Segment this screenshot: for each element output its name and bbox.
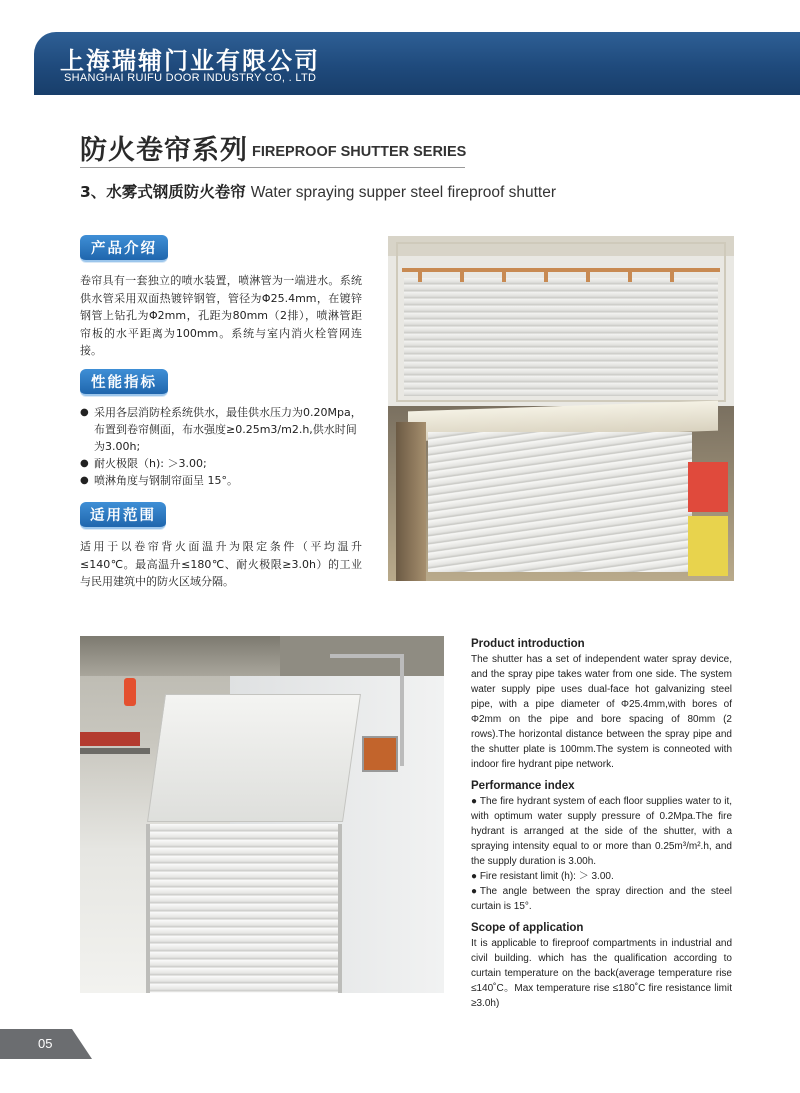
list-item: ● Fire resistant limit (h): ＞ 3.00. — [471, 871, 614, 882]
heading-product-intro-en: Product introduction — [471, 638, 585, 650]
english-column — [471, 636, 732, 1017]
company-name-cn: 上海瑞辅门业有限公司 — [60, 47, 320, 75]
product-title — [80, 180, 556, 202]
list-item: ● 采用各层消防栓系统供水，最佳供水压力为0.20Mpa，布置到卷帘侧面，布水强度≥0.25m3/m2.h,供水时间为3.00h; — [80, 406, 362, 453]
bullet-icon: ● — [80, 458, 89, 469]
scope-text-cn: 适用于以卷帘背火面温升为限定条件（平均温升≤140℃。最高温升≤180℃、耐火极限≥3.0h）的工业与民用建筑中的防火区域分隔。 — [80, 540, 362, 588]
list-item: ● 耐火极限（h): ＞3.00; — [80, 457, 207, 470]
product-title-cn: 3、水雾式钢质防火卷帘 — [80, 183, 246, 201]
badge-scope: 适用范围 — [80, 502, 166, 529]
shutter-photo-top — [388, 236, 734, 581]
list-item: ● 喷淋角度与钢制帘面呈 15°。 — [80, 474, 238, 487]
series-title-cn: 防火卷帘系列 — [80, 135, 248, 166]
header-banner — [34, 32, 800, 95]
company-name-en: SHANGHAI RUIFU DOOR INDUSTRY CO, . LTD — [64, 72, 317, 84]
scope-text-en: It is applicable to fireproof compartments in industrial and civil building. which has the qualification according to curtain temperature on the back(average temperature rise ≤140˚C。Max temperature rise ≤180˚C fire resistance limit ≥3.0h) — [471, 938, 732, 1009]
intro-text-cn: 卷帘具有一套独立的喷水装置，喷淋管为一端进水。系统供水管采用双面热镀锌钢管，管径为Φ25.4mm，在镀锌钢管上钻孔为Φ2mm，孔距为80mm（2排），喷淋管距帘板的水平距离为100mm。系统与室内消火栓管网连接。 — [80, 274, 362, 357]
bullet-icon: ● — [80, 407, 89, 418]
list-item: ● The fire hydrant system of each floor supplies water to it, with optimum water supply pressure of 0.2Mpa.The fire hydrant is arranged at the side of the shutter, with a spraying intensity equal to or more than 0.25m³/m².h, and the supply duration is 3.00h. — [471, 796, 732, 867]
heading-scope-en: Scope of application — [471, 922, 584, 934]
series-title-en: FIREPROOF SHUTTER SERIES — [252, 144, 467, 160]
title-divider — [80, 167, 465, 168]
performance-list-en — [471, 794, 732, 914]
list-item: ●The angle between the spray direction and the steel curtain is 15°. — [471, 886, 732, 912]
performance-list-cn — [80, 404, 365, 489]
product-title-en: Water spraying supper steel fireproof shutter — [250, 184, 556, 201]
shutter-photo-bottom — [80, 636, 444, 993]
badge-performance: 性能指标 — [80, 369, 168, 396]
bullet-icon: ● — [80, 475, 89, 486]
page-number: 05 — [38, 1036, 53, 1051]
badge-product-intro: 产品介绍 — [80, 235, 168, 262]
heading-performance-en: Performance index — [471, 780, 575, 792]
intro-text-en: The shutter has a set of independent water spray device, and the spray pipe takes water from one side. The system water supply pipe uses dual-face hot galvanizing steel pipe, with a pipe diameter of Φ25.4mm,with bores of Φ2mm on the pipe and bore spacing of 80mm (2 rows).The horizontal distance between the spray pipe and the shutter plate is 100mm.The system is conneoted with indoor fire hydrant pipe network. — [471, 654, 732, 770]
